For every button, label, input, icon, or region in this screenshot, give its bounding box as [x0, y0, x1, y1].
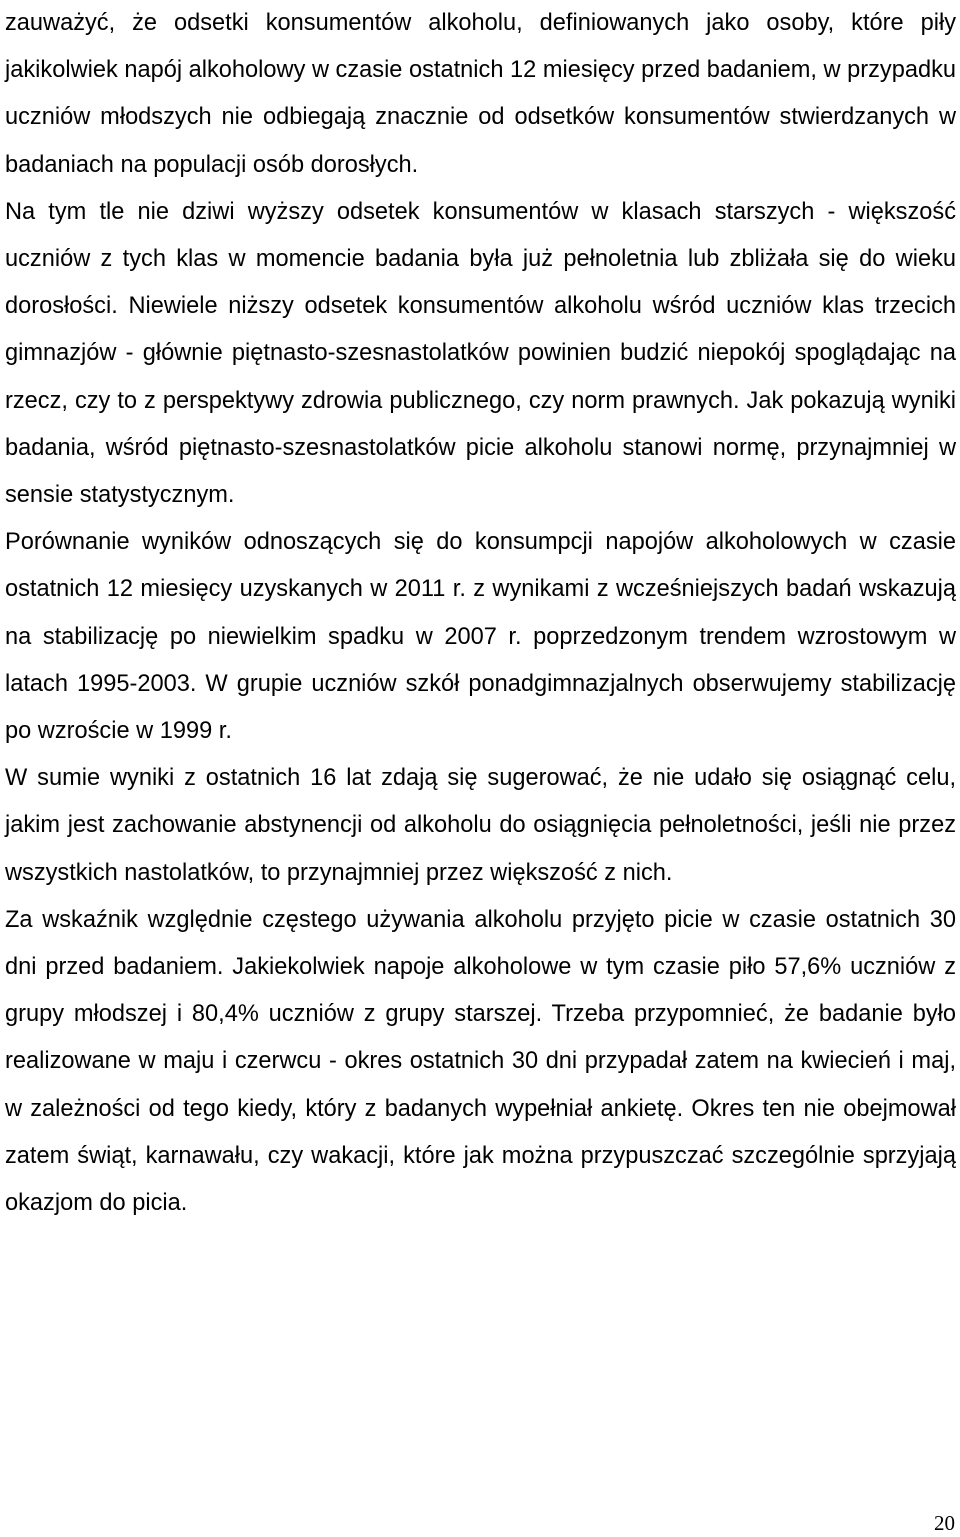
- page-body: [5, 0, 956, 1227]
- paragraph-1: zauważyć, że odsetki konsumentów alkoholu, definiowanych jako osoby, które piły jakikolwiek napój alkoholowy w czasie ostatnich 12 miesięcy przed badaniem, w przypadku uczniów młodszych nie odbiegają znacznie od odsetków konsumentów stwierdzanych w badaniach na populacji osób dorosłych.: [5, 10, 956, 178]
- page-number: 20: [934, 1511, 955, 1535]
- paragraph-5: Za wskaźnik względnie częstego używania alkoholu przyjęto picie w czasie ostatnich 30 dni przed badaniem. Jakiekolwiek napoje alkoholowe w tym czasie piło 57,6% uczniów z grupy młodszej i 80,4% uczniów z grupy starszej. Trzeba przypomnieć, że badanie było realizowane w maju i czerwcu - okres ostatnich 30 dni przypadał zatem na kwiecień i maj, w zależności od tego kiedy, który z badanych wypełniał ankietę. Okres ten nie obejmował zatem świąt, karnawału, czy wakacji, które jak można przypuszczać szczególnie sprzyjają okazjom do picia.: [5, 906, 956, 1217]
- paragraph-4: W sumie wyniki z ostatnich 16 lat zdają się sugerować, że nie udało się osiągnąć celu, jakim jest zachowanie abstynencji od alkoholu do osiągnięcia pełnoletności, jeśli nie przez wszystkich nastolatków, to przynajmniej przez większość z nich.: [5, 765, 956, 886]
- paragraph-2: Na tym tle nie dziwi wyższy odsetek konsumentów w klasach starszych - większość uczniów z tych klas w momencie badania była już pełnoletnia lub zbliżała się do wieku dorosłości. Niewiele niższy odsetek konsumentów alkoholu wśród uczniów klas trzecich gimnazjów - głównie piętnasto-szesnastolatków powinien budzić niepokój spoglądając na rzecz, czy to z perspektywy zdrowia publicznego, czy norm prawnych. Jak pokazują wyniki badania, wśród piętnasto-szesnastolatków picie alkoholu stanowi normę, przynajmniej w sensie statystycznym.: [5, 198, 956, 509]
- paragraph-3: Porównanie wyników odnoszących się do konsumpcji napojów alkoholowych w czasie ostatnich 12 miesięcy uzyskanych w 2011 r. z wynikami z wcześniejszych badań wskazują na stabilizację po niewielkim spadku w 2007 r. poprzedzonym trendem wzrostowym w latach 1995-2003. W grupie uczniów szkół ponadgimnazjalnych obserwujemy stabilizację po wzroście w 1999 r.: [5, 529, 956, 745]
